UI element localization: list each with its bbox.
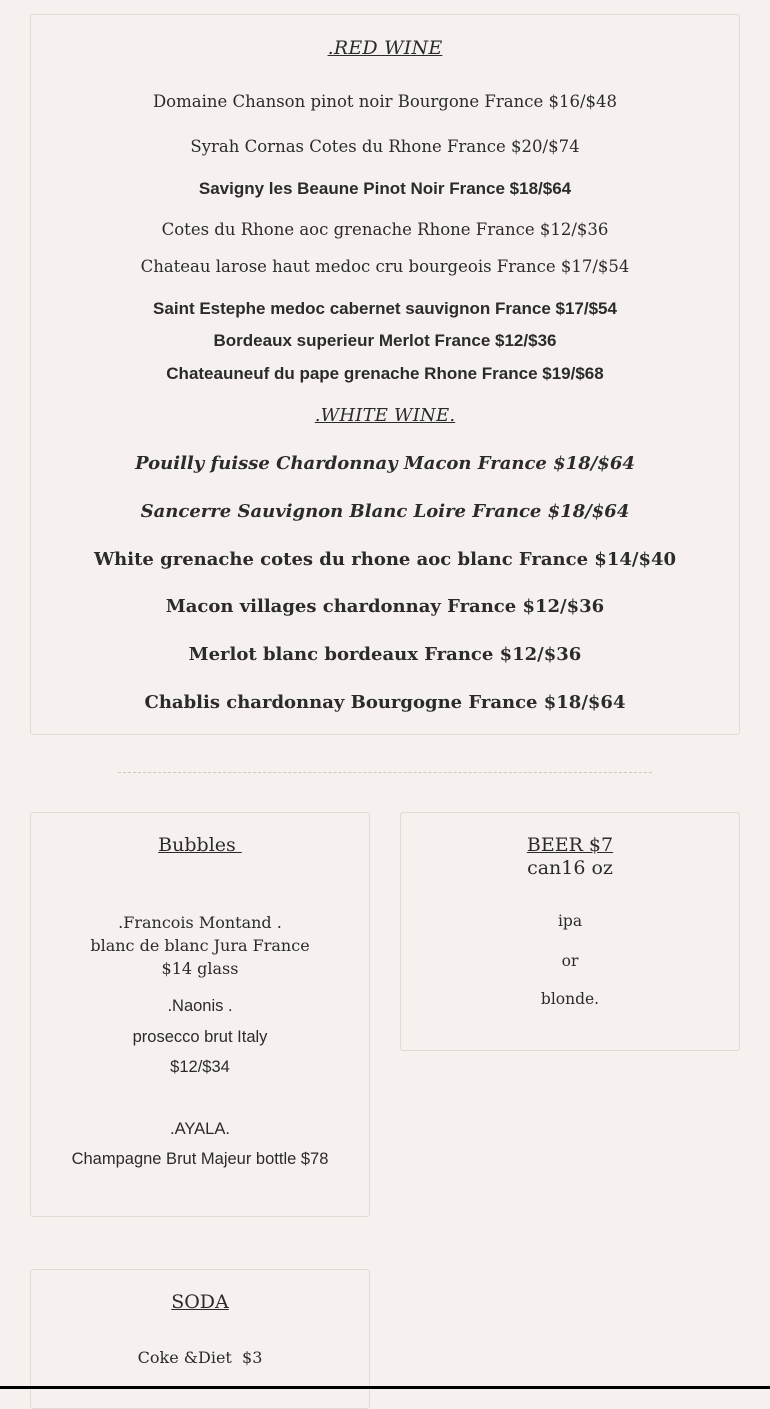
white-wine-item: White grenache cotes du rhone aoc blanc France $14/$40 (93, 549, 677, 570)
white-wine-item: Chablis chardonnay Bourgogne France $18/$64 (144, 692, 626, 713)
beer-card (400, 812, 740, 1051)
bubbles-item-name: .Naonis . (167, 997, 233, 1015)
bubbles-item-name: .AYALA. (170, 1120, 230, 1138)
beer-subtitle: can16 oz (527, 857, 613, 879)
beer-item: blonde. (540, 990, 600, 1008)
wine-menu-card (30, 14, 740, 735)
white-wine-item: Pouilly fuisse Chardonnay Macon France $18/$64 (135, 453, 635, 474)
soda-item: Coke &Diet $3 (137, 1348, 263, 1367)
white-wine-item: Sancerre Sauvignon Blanc Loire France $18/$64 (140, 501, 630, 522)
soda-title: SODA (171, 1291, 229, 1313)
bubbles-item-desc: Champagne Brut Majeur bottle $78 (71, 1150, 329, 1168)
red-wine-item: Cotes du Rhone aoc grenache Rhone France $12/$36 (161, 220, 609, 239)
section-divider (118, 772, 652, 773)
bubbles-item-desc: prosecco brut Italy (132, 1028, 268, 1046)
red-wine-item: Saint Estephe medoc cabernet sauvignon France $17/$54 (153, 299, 617, 318)
white-wine-item: Macon villages chardonnay France $12/$36 (165, 596, 605, 617)
bubbles-item-desc: blanc de blanc Jura France (90, 936, 310, 955)
red-wine-item: Domaine Chanson pinot noir Bourgone France $16/$48 (152, 92, 618, 111)
beer-item: ipa (557, 912, 583, 930)
red-wine-item: Chateau larose haut medoc cru bourgeois France $17/$54 (140, 257, 630, 276)
white-wine-heading: .WHITE WINE. (314, 405, 456, 426)
bubbles-item-price: $14 glass (161, 959, 239, 978)
red-wine-item: Syrah Cornas Cotes du Rhone France $20/$74 (190, 137, 580, 156)
bubbles-card (30, 812, 370, 1217)
red-wine-item: Bordeaux superieur Merlot France $12/$36 (213, 331, 557, 350)
red-wine-item: Savigny les Beaune Pinot Noir France $18/$64 (198, 179, 572, 198)
beer-title: BEER $7 (526, 834, 614, 856)
bubbles-item-price: $12/$34 (170, 1058, 230, 1076)
bubbles-item-name: .Francois Montand . (118, 913, 282, 932)
beer-item: or (561, 952, 579, 970)
bubbles-title: Bubbles (158, 834, 242, 856)
red-wine-heading: .RED WINE (327, 37, 443, 59)
red-wine-item: Chateauneuf du pape grenache Rhone France $19/$68 (166, 364, 604, 383)
white-wine-item: Merlot blanc bordeaux France $12/$36 (188, 644, 582, 665)
